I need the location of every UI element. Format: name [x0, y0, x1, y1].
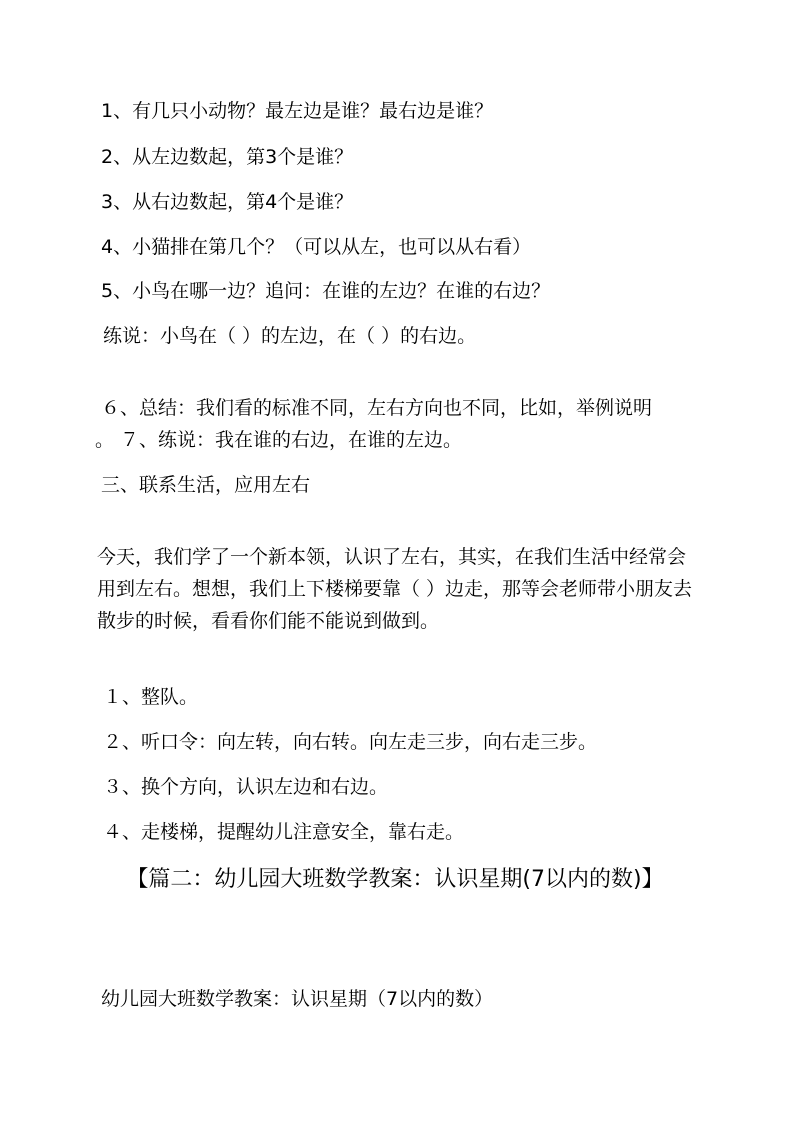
activity-2: ２、听口令：向左转，向右转。向左走三步，向右走三步。 [103, 731, 598, 753]
question-4: 4、小猫排在第几个？（可以从左，也可以从右看） [101, 236, 532, 258]
body-paragraph: 今天，我们学了一个新本领，认识了左右，其实，在我们生活中经常会用到左右。想想，我们上下楼梯要靠（ ）边走，那等会老师带小朋友去散步的时候，看看你们能不能说到做到。 [97, 546, 693, 632]
summary-line-1: ６、总结：我们看的标准不同，左右方向也不同，比如，举例说明 [101, 397, 653, 419]
section-heading: 三、联系生活，应用左右 [101, 474, 311, 496]
activity-4: ４、走楼梯，提醒幼儿注意安全，靠右走。 [103, 821, 465, 843]
chapter-heading: 【篇二：幼儿园大班数学教案：认识星期(7以内的数)】 [126, 867, 664, 892]
practice-sentence: 练说：小鸟在（ ）的左边，在（ ）的右边。 [103, 325, 477, 347]
question-3: 3、从右边数起，第4个是谁？ [101, 191, 354, 213]
question-1: 1、有几只小动物？最左边是谁？最右边是谁？ [101, 100, 494, 122]
question-5: 5、小鸟在哪一边？追问：在谁的左边？在谁的右边？ [101, 280, 551, 302]
activity-3: ３、换个方向，认识左边和右边。 [103, 776, 389, 798]
activity-1: １、整队。 [103, 686, 199, 708]
question-2: 2、从左边数起，第3个是谁？ [101, 146, 354, 168]
chapter-title: 幼儿园大班数学教案：认识星期（7以内的数） [101, 988, 494, 1010]
summary-line-2: 。 ７、练说：我在谁的右边，在谁的左边。 [95, 429, 463, 451]
